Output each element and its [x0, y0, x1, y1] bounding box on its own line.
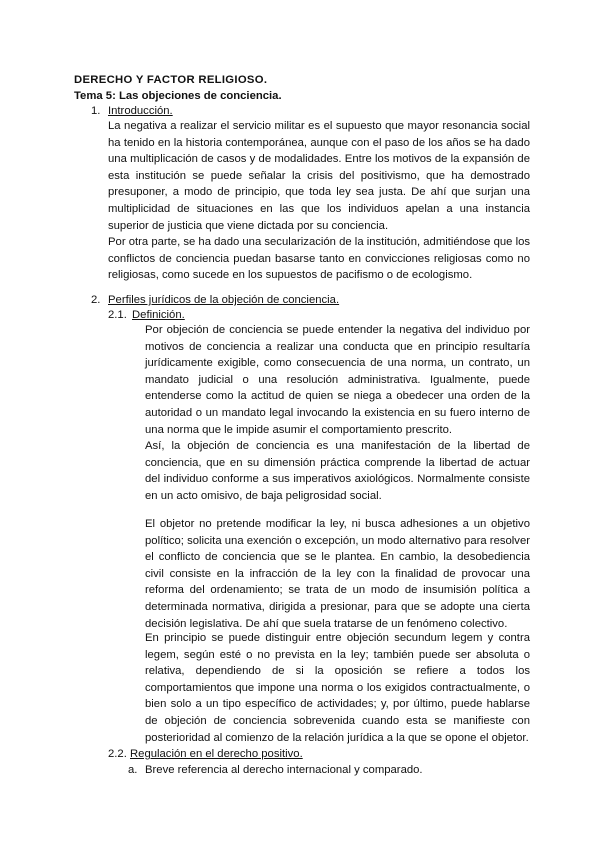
subsection-2-1-paragraph: En principio se puede distinguir entre objeción secundum legem y contra legem, según esté o no prevista en la ley; también puede ser absoluta o relativa, dependiendo de si la oposición se refiere a todos los comportamientos que impone una norma o los exigidos contractualmente, o bien solo a un tipo específico de actividades; y, por último, puede hablarse de objeción de conciencia sobrevenida cuando esta se manifieste con posterioridad al comienzo de la relación jurídica a la que se opone el objetor. [145, 632, 530, 744]
document-subtitle: Tema 5: Las objeciones de conciencia. [74, 90, 282, 102]
section-1-number: 1. [91, 105, 101, 117]
section-1-paragraph: Por otra parte, se ha dado una secularización de la institución, admitiéndose que los conflictos de conciencia puedan basarse tanto en convicciones religiosas como no religiosas, como sucede en los supuestos de pacifismo o de ecologismo. [108, 236, 531, 282]
subsection-2-2-number: 2.2. [108, 748, 127, 760]
subsection-2-2-heading: Regulación en el derecho positivo. [130, 748, 303, 760]
document-title: DERECHO Y FACTOR RELIGIOSO. [74, 74, 268, 86]
subsection-2-1-paragraph: Por objeción de conciencia se puede entender la negativa del individuo por motivos de conciencia a realizar una conducta que en principio resultaría jurídicamente exigible, como consecuencia de una norma, un contrato, un mandato judicial o una resolución administrativa. Igualmente, puede entenderse como la actitud de quien se niega a obedecer una orden de la autoridad o un mandato legal invocando la existencia en su fuero interno de una norma que le impide asumir el comportamiento prescrito. [145, 324, 530, 436]
subsection-2-1-paragraph: Así, la objeción de conciencia es una manifestación de la libertad de conciencia, que en su dimensión práctica comprende la libertad de actuar del individuo conforme a sus imperativos axiológicos. Normalmente consiste en un acto omisivo, de baja peligrosidad social. [145, 440, 530, 502]
list-item-a-letter: a. [128, 764, 138, 776]
subsection-2-1-number: 2.1. [108, 309, 127, 321]
section-1-paragraph: La negativa a realizar el servicio militar es el supuesto que mayor resonancia social ha tenido en la historia contemporánea, aunque con el paso de los años se ha dado una multiplicación de casos y de modalidades. Entre los motivos de la expansión de esta institución se puede señalar la crisis del positivismo, que ha demostrado presuponer, a modo de principio, que toda ley sea justa. De ahí que surjan una multiplicidad de situaciones en las que los individuos apelan a una instancia superior de justicia que viene dictada por su conciencia. [108, 120, 530, 232]
subsection-2-1-paragraph: El objetor no pretende modificar la ley, ni busca adhesiones a un objetivo político; solicita una exención o excepción, un modo alternativo para resolver el conflicto de conciencia que se le plantea. En cambio, la desobediencia civil consiste en la infracción de la ley con la finalidad de provocar una reforma del ordenamiento; se trata de un modo de insumisión política a determinada normativa, dirigida a presionar, para que se adopte una cierta decisión legislativa. De ahí que suela tratarse de un fenómeno colectivo. [145, 518, 530, 630]
section-1-heading: Introducción. [108, 105, 173, 117]
subsection-2-1-heading: Definición. [132, 309, 185, 321]
section-2-number: 2. [91, 294, 101, 306]
section-2-heading: Perfiles jurídicos de la objeción de conciencia. [108, 294, 340, 306]
list-item-a-text: Breve referencia al derecho internacional y comparado. [145, 764, 423, 776]
